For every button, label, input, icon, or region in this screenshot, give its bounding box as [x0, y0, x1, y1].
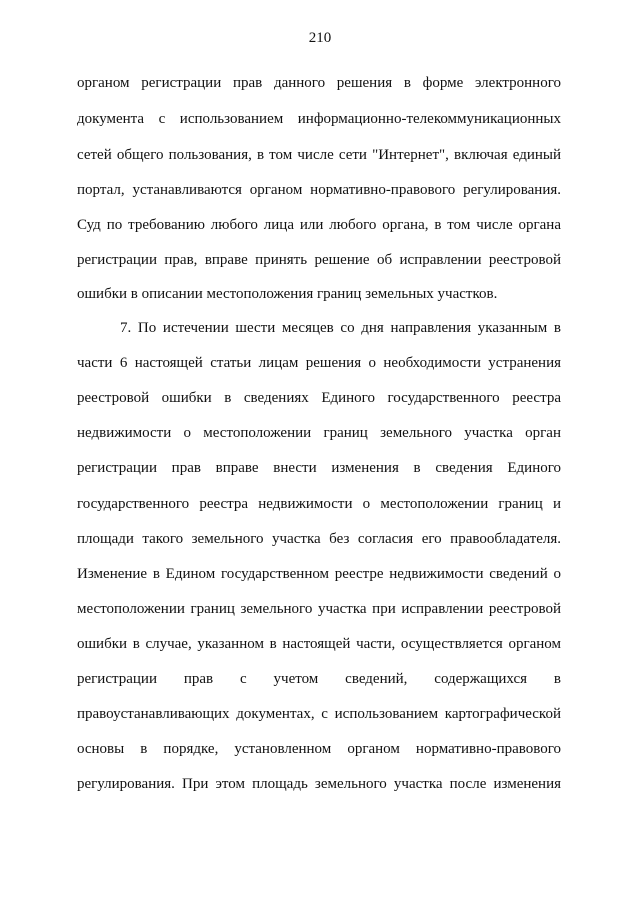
paragraph-line: местоположении границ земельного участка при исправлении реестровой — [77, 601, 561, 617]
page-number: 210 — [308, 30, 332, 46]
paragraph-line: Изменение в Едином государственном реестре недвижимости сведений о — [77, 566, 561, 582]
paragraph-line: площади такого земельного участка без согласия его правообладателя. — [77, 531, 561, 547]
paragraph-line: 7. По истечении шести месяцев со дня направления указанным в — [120, 320, 561, 336]
paragraph-line: правоустанавливающих документах, с использованием картографической — [77, 706, 561, 722]
paragraph-line: регистрации прав вправе внести изменения в сведения Единого — [77, 460, 561, 476]
paragraph-line: портал, устанавливаются органом нормативно-правового регулирования. — [77, 182, 561, 198]
paragraph-line: регулирования. При этом площадь земельного участка после изменения — [77, 776, 561, 792]
paragraph-line: регистрации прав, вправе принять решение об исправлении реестровой — [77, 252, 561, 268]
paragraph-line: ошибки в случае, указанном в настоящей части, осуществляется органом — [77, 636, 561, 652]
paragraph-line: основы в порядке, установленном органом нормативно-правового — [77, 741, 561, 757]
paragraph-line: регистрации прав с учетом сведений, содержащихся в — [77, 671, 561, 687]
paragraph-line: сетей общего пользования, в том числе сети "Интернет", включая единый — [77, 147, 561, 163]
paragraph-line: недвижимости о местоположении границ земельного участка орган — [77, 425, 561, 441]
paragraph-line: органом регистрации прав данного решения в форме электронного — [77, 75, 561, 91]
paragraph-line: реестровой ошибки в сведениях Единого государственного реестра — [77, 390, 561, 406]
paragraph-line: ошибки в описании местоположения границ земельных участков. — [77, 286, 498, 302]
paragraph-line: Суд по требованию любого лица или любого органа, в том числе органа — [77, 217, 561, 233]
paragraph-line: государственного реестра недвижимости о местоположении границ и — [77, 496, 561, 512]
paragraph-line: части 6 настоящей статьи лицам решения о необходимости устранения — [77, 355, 561, 371]
paragraph-line: документа с использованием информационно-телекоммуникационных — [77, 111, 561, 127]
